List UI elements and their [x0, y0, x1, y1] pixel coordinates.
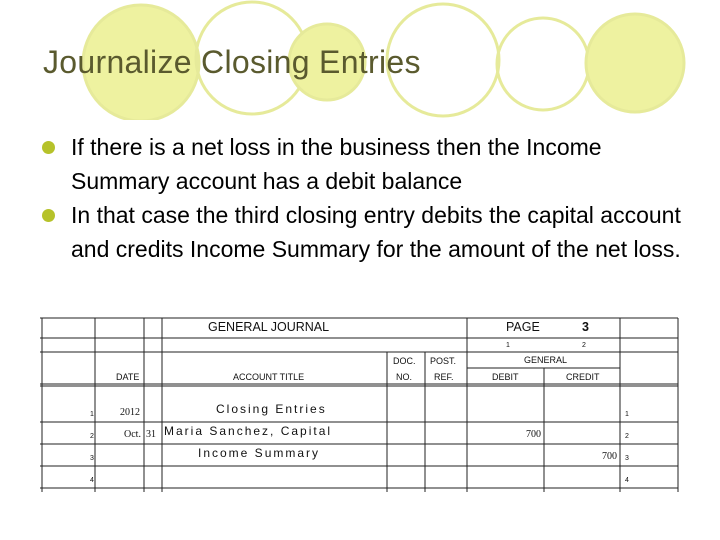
- line-number: 3: [625, 455, 629, 462]
- bullet-dot-icon: [42, 209, 55, 222]
- line-number: 1: [625, 411, 629, 418]
- line-number: 2: [625, 433, 629, 440]
- line-number: 2: [90, 433, 94, 440]
- entry-debit: 700: [526, 429, 541, 440]
- line-number: 4: [625, 477, 629, 484]
- entry-day: 31: [146, 429, 156, 440]
- entry-account: Income Summary: [198, 446, 321, 460]
- header-doc-2: NO.: [396, 372, 413, 382]
- line-number: 1: [90, 411, 94, 418]
- page-label: PAGE: [506, 320, 540, 334]
- general-journal-image: [40, 314, 680, 492]
- entry-account: Closing Entries: [216, 402, 327, 416]
- header-credit: CREDIT: [566, 372, 600, 382]
- bullet-item: [40, 130, 700, 198]
- entry-month: Oct.: [124, 429, 141, 440]
- entry-credit: 700: [602, 451, 617, 462]
- line-number: 4: [90, 477, 94, 484]
- header-general: GENERAL: [524, 355, 568, 365]
- bullet-list: [40, 130, 700, 266]
- header-date: DATE: [116, 372, 140, 382]
- header-doc-1: DOC.: [393, 356, 416, 366]
- bullet-text: If there is a net loss in the business then the Income Summary account has a debit balance: [71, 134, 602, 194]
- header-account-title: ACCOUNT TITLE: [233, 372, 305, 382]
- bullet-text: In that case the third closing entry debits the capital account and credits Income Summary for the amount of the net loss.: [71, 202, 681, 262]
- column-index-1: 1: [506, 342, 510, 349]
- bullet-item: [40, 198, 700, 266]
- header-debit: DEBIT: [492, 372, 519, 382]
- slide-title: Journalize Closing Entries: [43, 44, 421, 80]
- circle-outline-3: [497, 18, 589, 110]
- column-index-2: 2: [582, 342, 586, 349]
- entry-year: 2012: [120, 407, 140, 418]
- journal-heading: GENERAL JOURNAL: [208, 320, 330, 334]
- bullet-dot-icon: [42, 141, 55, 154]
- entry-account: Maria Sanchez, Capital: [164, 424, 333, 438]
- header-post-2: REF.: [434, 372, 454, 382]
- line-number: 3: [90, 455, 94, 462]
- circle-filled-3: [586, 14, 684, 112]
- page-number: 3: [582, 320, 589, 334]
- header-post-1: POST.: [430, 356, 457, 366]
